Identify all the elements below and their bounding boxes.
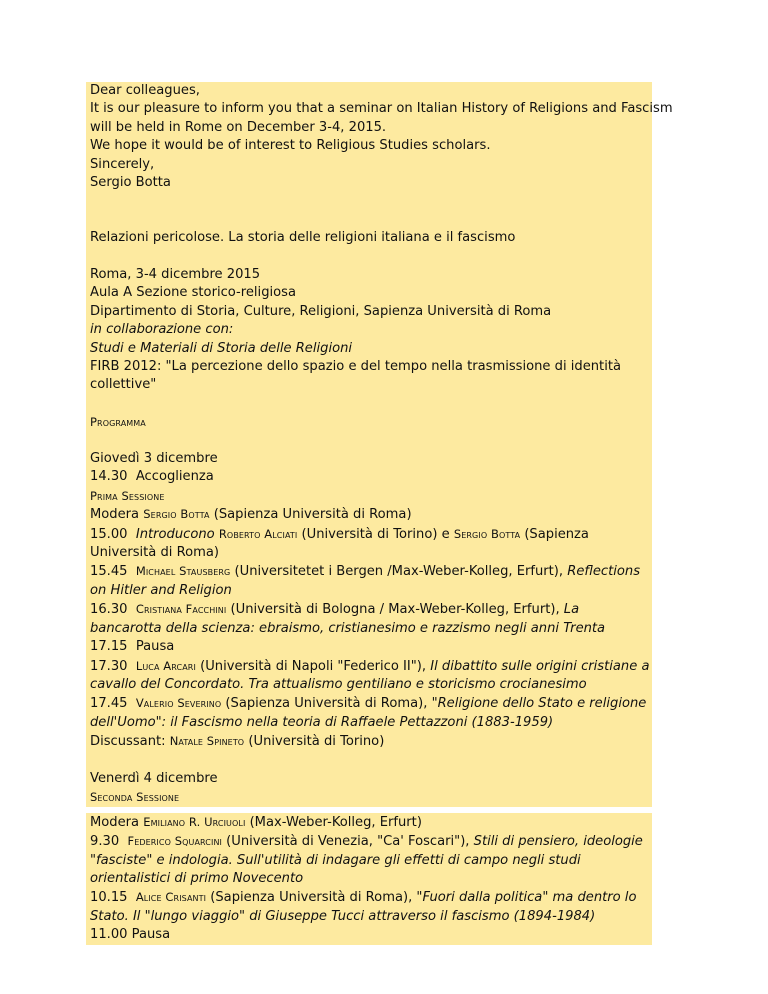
session-label: Prima Sessione: [90, 488, 165, 503]
program-item-intro: 15.00 Introducono Roberto Alciati (Università di Torino) e Sergio Botta (Sapienza Università di Roma): [90, 526, 589, 561]
session-moderator: Modera Emiliano R. Urciuoli (Max-Weber-Kolleg, Erfurt): [90, 814, 422, 830]
closing: Sincerely,: [90, 156, 155, 172]
day1-heading: Giovedì 3 dicembre: [90, 451, 218, 467]
session-discussant: Discussant: Natale Spineto (Università di Torino): [90, 734, 385, 750]
program-item-talk: 9.30 Federico Squarcini (Università di Venezia, "Ca' Foscari"), Stili di pensiero, ideologie "fasciste" e indologia. Sull'utilità di indagare gli effetti di campo negli studi orientalistici di primo Novecento: [90, 834, 643, 886]
letter-block: [86, 82, 673, 807]
program-item-talk: 16.30 Cristiana Facchini (Università di Bologna / Max-Weber-Kolleg, Erfurt), La bancarotta della scienza: ebraismo, cristianesimo e razzismo negli anni Trenta: [90, 602, 606, 636]
letter-line: will be held in Rome on December 3-4, 2015.: [90, 119, 387, 135]
day2-block: [86, 813, 652, 945]
program-item-welcome: 14.30 Accoglienza: [90, 469, 214, 485]
seminar-date: Roma, 3-4 dicembre 2015: [90, 267, 261, 283]
signature: Sergio Botta: [90, 175, 171, 191]
session-label: Seconda Sessione: [90, 790, 180, 805]
program-item-pause: 17.15 Pausa: [90, 639, 175, 655]
seminar-room: Aula A Sezione storico-religiosa: [90, 285, 297, 301]
program-item-pause: 11.00 Pausa: [90, 927, 171, 943]
seminar-title: Relazioni pericolose. La storia delle religioni italiana e il fascismo: [90, 230, 516, 246]
day2-heading: Venerdì 4 dicembre: [90, 770, 218, 786]
seminar-department: Dipartimento di Storia, Culture, Religioni, Sapienza Università di Roma: [90, 303, 552, 319]
programma-heading: Programma: [90, 415, 146, 430]
collab-label: in collaborazione con:: [90, 322, 234, 338]
program-item-talk: 17.45 Valerio Severino (Sapienza Università di Roma), "Religione dello Stato e religione dell'Uomo": il Fascismo nella teoria di Raffaele Pettazzoni (1883-1959): [90, 696, 647, 730]
document-page: [86, 82, 673, 945]
session-moderator: Modera Sergio Botta (Sapienza Università di Roma): [90, 507, 412, 523]
firb-project: FIRB 2012: "La percezione dello spazio e del tempo nella trasmissione di identità collettive": [90, 359, 621, 393]
collab-journal: Studi e Materiali di Storia delle Religioni: [90, 340, 353, 356]
program-item-talk: 10.15 Alice Crisanti (Sapienza Università di Roma), "Fuori dalla politica" ma dentro lo Stato. Il "lungo viaggio" di Giuseppe Tucci attraverso il fascismo (1894-1984): [90, 890, 637, 924]
letter-line: It is our pleasure to inform you that a seminar on Italian History of Religions and Fascism: [90, 101, 673, 117]
program-item-talk: 17.30 Luca Arcari (Università di Napoli "Federico II"), Il dibattito sulle origini cristiane a cavallo del Concordato. Tra attualismo gentiliano e storicismo crocianesimo: [90, 658, 650, 692]
letter-line: We hope it would be of interest to Religious Studies scholars.: [90, 138, 491, 154]
salutation: Dear colleagues,: [90, 83, 200, 98]
program-item-talk: 15.45 Michael Stausberg (Universitetet i Bergen /Max-Weber-Kolleg, Erfurt), Reflections on Hitler and Religion: [90, 564, 641, 598]
